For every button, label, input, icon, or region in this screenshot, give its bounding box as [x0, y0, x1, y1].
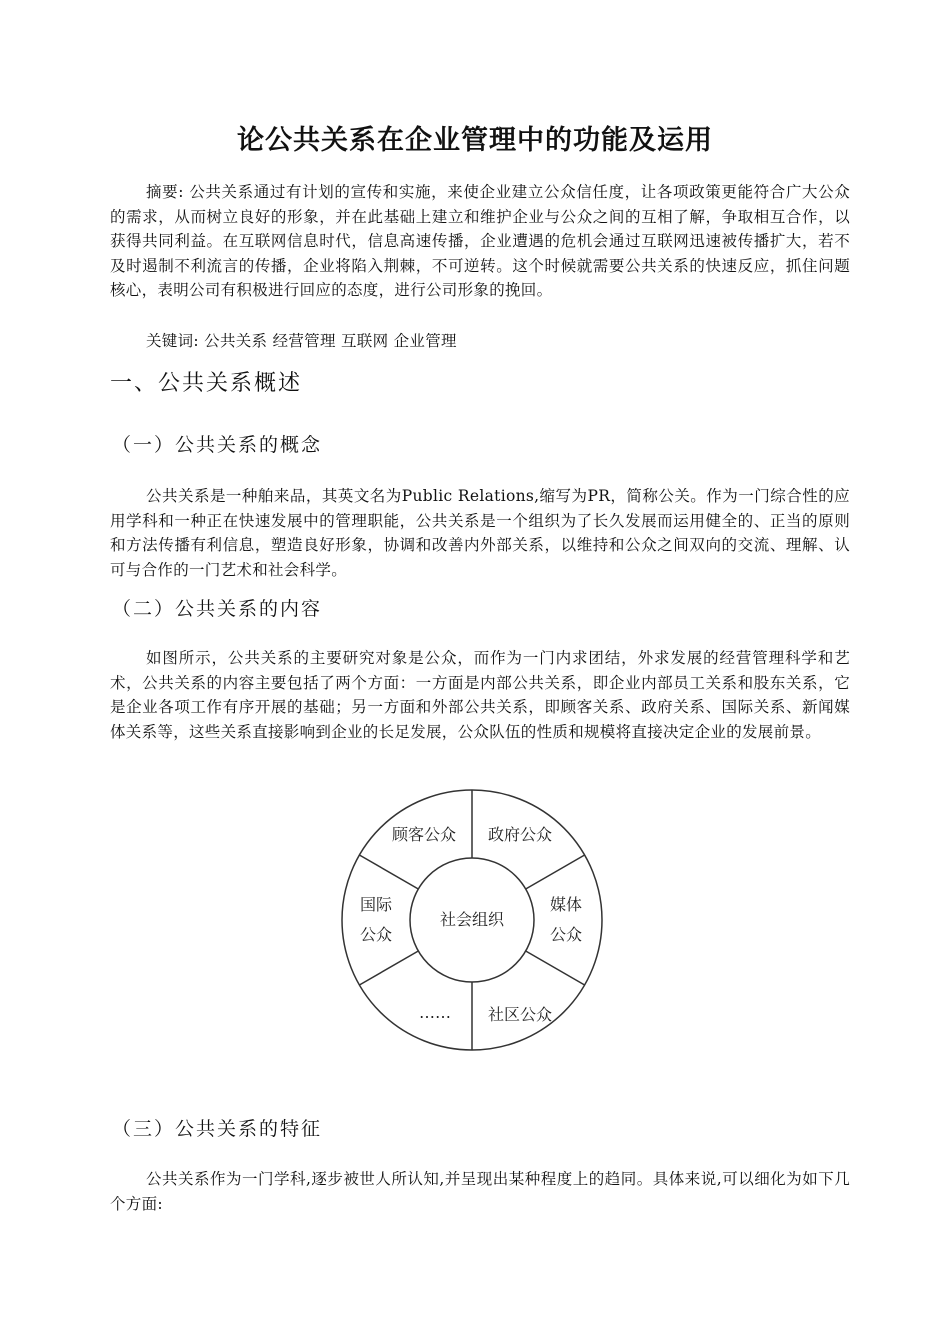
features-paragraph: 公共关系作为一门学科,逐步被世人所认知,并呈现出某种程度上的趋同。具体来说,可以细化为如下几个方面:	[110, 1170, 850, 1213]
segment-ellipsis-label: ……	[419, 1003, 451, 1022]
content-paragraph: 如图所示，公共关系的主要研究对象是公众，而作为一门内求团结，外求发展的经营管理科学和艺术，公共关系的内容主要包括了两个方面：一方面是内部公共关系，即企业内部员工关系和股东关系，它是企业各项工作有序开展的基础；另一方面和外部公共关系，即顾客关系、政府关系、国际关系、新闻媒体关系等，这些关系直接影响到企业的长足发展，公众队伍的性质和规模将直接决定企业的发展前景。	[110, 649, 850, 741]
segment-customer-label: 顾客公众	[391, 825, 457, 844]
segment-government-label: 政府公众	[487, 825, 553, 844]
subsection-2-heading: （二）公共关系的内容	[112, 598, 323, 620]
segment-media-label-line1: 媒体	[549, 895, 583, 914]
section-1-heading: 一、公共关系概述	[110, 371, 303, 396]
segment-media-label-line2: 公众	[549, 925, 583, 944]
page-title: 论公共关系在企业管理中的功能及运用	[237, 125, 713, 156]
abstract-paragraph: 摘要: 公共关系通过有计划的宣传和实施，来使企业建立公众信任度，让各项政策更能符合广大公众的需求，从而树立良好的形象，并在此基础上建立和维护企业与公众之间的互相了解，争取相互合作，以获得共同利益。在互联网信息时代，信息高速传播，企业遭遇的危机会通过互联网迅速被传播扩大，若不及时遏制不利流言的传播，企业将陷入荆棘，不可逆转。这个时候就需要公共关系的快速反应，抓住问题核心，表明公司有积极进行回应的态度，进行公司形象的挽回。	[110, 183, 850, 299]
segment-international-label-line1: 国际	[359, 895, 393, 914]
public-relations-diagram	[340, 780, 610, 1065]
segment-international-label-line2: 公众	[359, 925, 393, 944]
keywords-line: 关键词: 公共关系 经营管理 互联网 企业管理	[146, 332, 457, 350]
subsection-1-heading: （一）公共关系的概念	[112, 434, 323, 456]
concept-paragraph: 公共关系是一种舶来品，其英文名为Public Relations,缩写为PR，简称公关。作为一门综合性的应用学科和一种正在快速发展中的管理职能，公共关系是一个组织为了长久发展而运用健全的、正当的原则和方法传播有利信息，塑造良好形象，协调和改善内外部关系，以维持和公众之间双向的交流、理解、认可与合作的一门艺术和社会科学。	[110, 487, 850, 579]
segment-community-label: 社区公众	[487, 1005, 553, 1024]
subsection-3-heading: （三）公共关系的特征	[112, 1118, 323, 1140]
center-label: 社会组织	[439, 910, 505, 929]
